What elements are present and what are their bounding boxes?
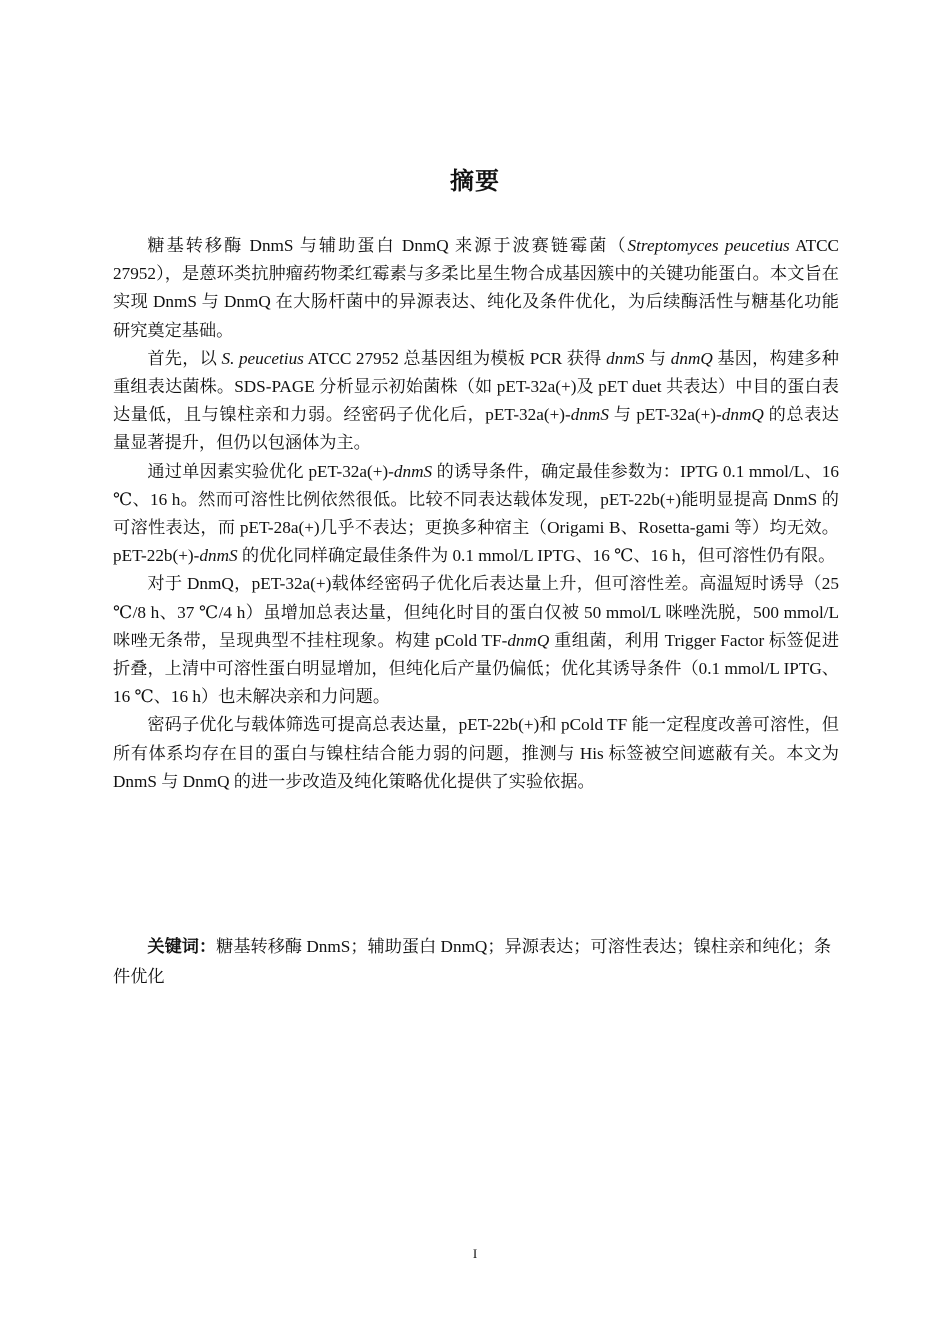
- abstract-paragraph: [113, 570, 839, 711]
- text-run: 密码子优化与载体筛选可提高总表达量，pET-22b(+)和 pCold TF 能一定程度改善可溶性，但所有体系均存在目的蛋白与镍柱结合能力弱的问题，推测与 His 标签被空间遮蔽有关。本文为 DnmS 与 DnmQ 的进一步改造及纯化策略优化提供了实验依据。: [113, 715, 839, 791]
- italic-term: dnmQ: [721, 405, 764, 425]
- text-run: 基因，构建多种重组表达菌株。SDS-PAGE 分析显示初始菌株（如 pET-32a(+)及 pET duet 共表达）中目的蛋白表达量低，且与镍柱亲和力弱。经密码子优化后，pET-32a(+)-: [113, 348, 839, 425]
- text-run: 的优化同样确定最佳条件为 0.1 mmol/L IPTG、16 ℃、16 h，但可溶性仍有限。: [237, 546, 836, 566]
- keywords-text: 糖基转移酶 DnmS；辅助蛋白 DnmQ；异源表达；可溶性表达；镍柱亲和纯化；条件优化: [113, 937, 832, 986]
- italic-term: dnmS: [570, 405, 609, 425]
- text-run: ATCC 27952 总基因组为模板 PCR 获得: [303, 348, 607, 368]
- text-run: 的总表达量显著提升，但仍以包涵体为主。: [113, 405, 839, 453]
- abstract-paragraph: [113, 232, 839, 345]
- text-run: 通过单因素实验优化 pET-32a(+)-: [147, 461, 394, 481]
- text-run: 的诱导条件，确定最佳参数为：IPTG 0.1 mmol/L、16 ℃、16 h。然而可溶性比例依然很低。比较不同表达载体发现，pET-22b(+)能明显提高 DnmS 的可溶性表达，而 pET-28a(+)几乎不表达；更换多种宿主（Origami B、Rosetta-gami 等）均无效。pET-22b(+)-: [113, 461, 840, 566]
- text-run: 首先，以: [147, 348, 222, 368]
- abstract-title: 摘要: [450, 167, 500, 195]
- text-run: ATCC 27952），是蒽环类抗肿瘤药物柔红霉素与多柔比星生物合成基因簇中的关键功能蛋白。本文旨在实现 DnmS 与 DnmQ 在大肠杆菌中的异源表达、纯化及条件优化，为后续酶活性与糖基化功能研究奠定基础。: [113, 236, 840, 340]
- italic-term: Streptomyces peucetius: [627, 236, 790, 255]
- abstract-paragraph: [113, 345, 839, 458]
- text-run: 糖基转移酶 DnmS 与辅助蛋白 DnmQ 来源于波赛链霉菌（: [147, 236, 628, 255]
- abstract-paragraph: [113, 711, 839, 796]
- text-run: 重组菌，利用 Trigger Factor 标签促进折叠，上清中可溶性蛋白明显增加，但纯化后产量仍偏低；优化其诱导条件（0.1 mmol/L IPTG、16 ℃、16 h）也未解决亲和力问题。: [113, 630, 840, 707]
- keywords-label: 关键词：: [147, 937, 217, 957]
- italic-term: dnmS: [606, 348, 645, 368]
- italic-term: dnmS: [199, 546, 238, 566]
- page-number: I: [472, 1246, 478, 1261]
- italic-term: dnmQ: [670, 348, 713, 368]
- text-run: 与: [644, 348, 671, 368]
- text-run: 与 pET-32a(+)-: [608, 405, 722, 425]
- italic-term: S. peucetius: [221, 348, 304, 368]
- abstract-body: [113, 232, 839, 796]
- abstract-paragraph: [113, 458, 839, 571]
- keywords-line: [113, 932, 839, 992]
- text-run: 对于 DnmQ，pET-32a(+)载体经密码子优化后表达量上升，但可溶性差。高温短时诱导（25 ℃/8 h、37 ℃/4 h）虽增加总表达量，但纯化时目的蛋白仅被 50 mmol/L 咪唑洗脱，500 mmol/L 咪唑无条带，呈现典型不挂柱现象。构建 pCold TF-: [113, 574, 839, 650]
- italic-term: dnmS: [393, 461, 433, 481]
- italic-term: dnmQ: [507, 630, 550, 650]
